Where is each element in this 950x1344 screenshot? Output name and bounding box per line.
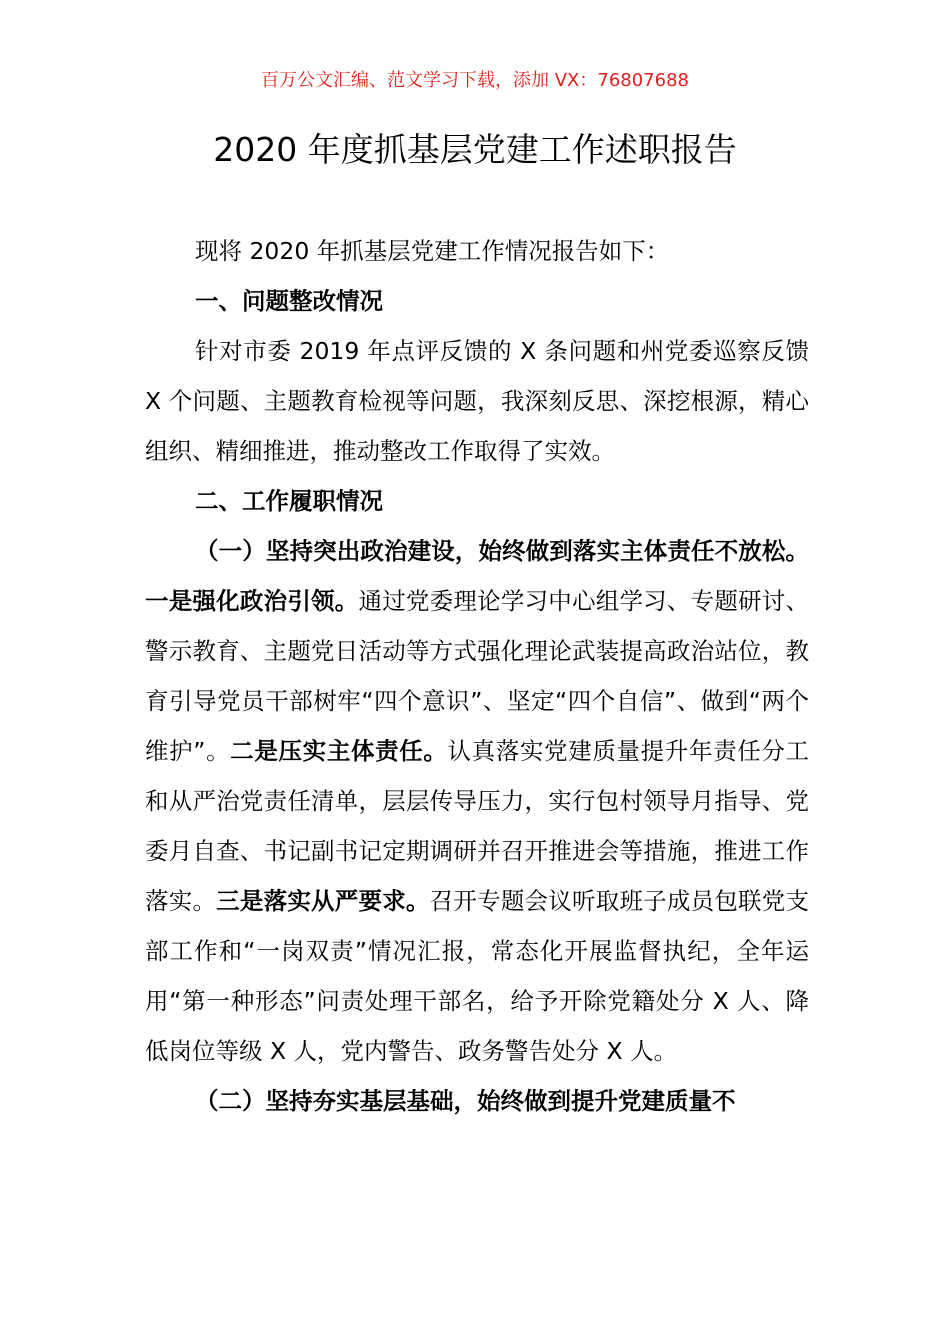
point2-text: 认真落实党建质量提升年责任分工和从严治党责任清单，层层传导压力，实行包村领导月指导、党委月自查、书记副书记定期调研并召开推进会等措施，推进工作落实。 [145,737,810,915]
point3-text: 召开专题会议听取班子成员包联党支部工作和“一岗双责”情况汇报，常态化开展监督执纪，全年运用“第一种形态”问责处理干部名，给予开除党籍处分 X 人、降低岗位等级 X 人，党内警告、政务警告处分 X 人。 [145,887,810,1065]
point1-text: 通过党委理论学习中心组学习、专题研讨、警示教育、主题党日活动等方式强化理论武装提高政治站位，教育引导党员干部树牢“四个意识”、坚定“四个自信”、做到“两个维护”。 [145,587,809,765]
point3-label: 三是落实从严要求。 [216,887,430,915]
sub1-heading: （一）坚持突出政治建设，始终做到落实主体责任不放松。 [195,537,809,565]
section2-heading: 二、工作履职情况 [195,487,383,515]
section1-paragraph: 针对市委 2019 年点评反馈的 X 条问题和州党委巡察反馈 X 个问题、主题教育检视等问题，我深刻反思、深挖根源，精心组织、精细推进，推动整改工作取得了实效。 [145,337,809,465]
intro-paragraph: 现将 2020 年抓基层党建工作情况报告如下： [195,237,670,265]
point2-label: 二是压实主体责任。 [230,737,448,765]
section1-heading: 一、问题整改情况 [195,287,383,315]
section2-sub2-heading: （二）坚持夯实基层基础，始终做到提升党建质量不 [195,1087,736,1115]
point1-label: 一是强化政治引领。 [145,587,359,615]
header-note: 百万公文汇编、范文学习下载，添加 VX：76807688 [261,70,689,91]
page-title: 2020 年度抓基层党建工作述职报告 [213,130,737,169]
section2-sub1-paragraph [145,526,809,1076]
document-body [145,226,809,1126]
